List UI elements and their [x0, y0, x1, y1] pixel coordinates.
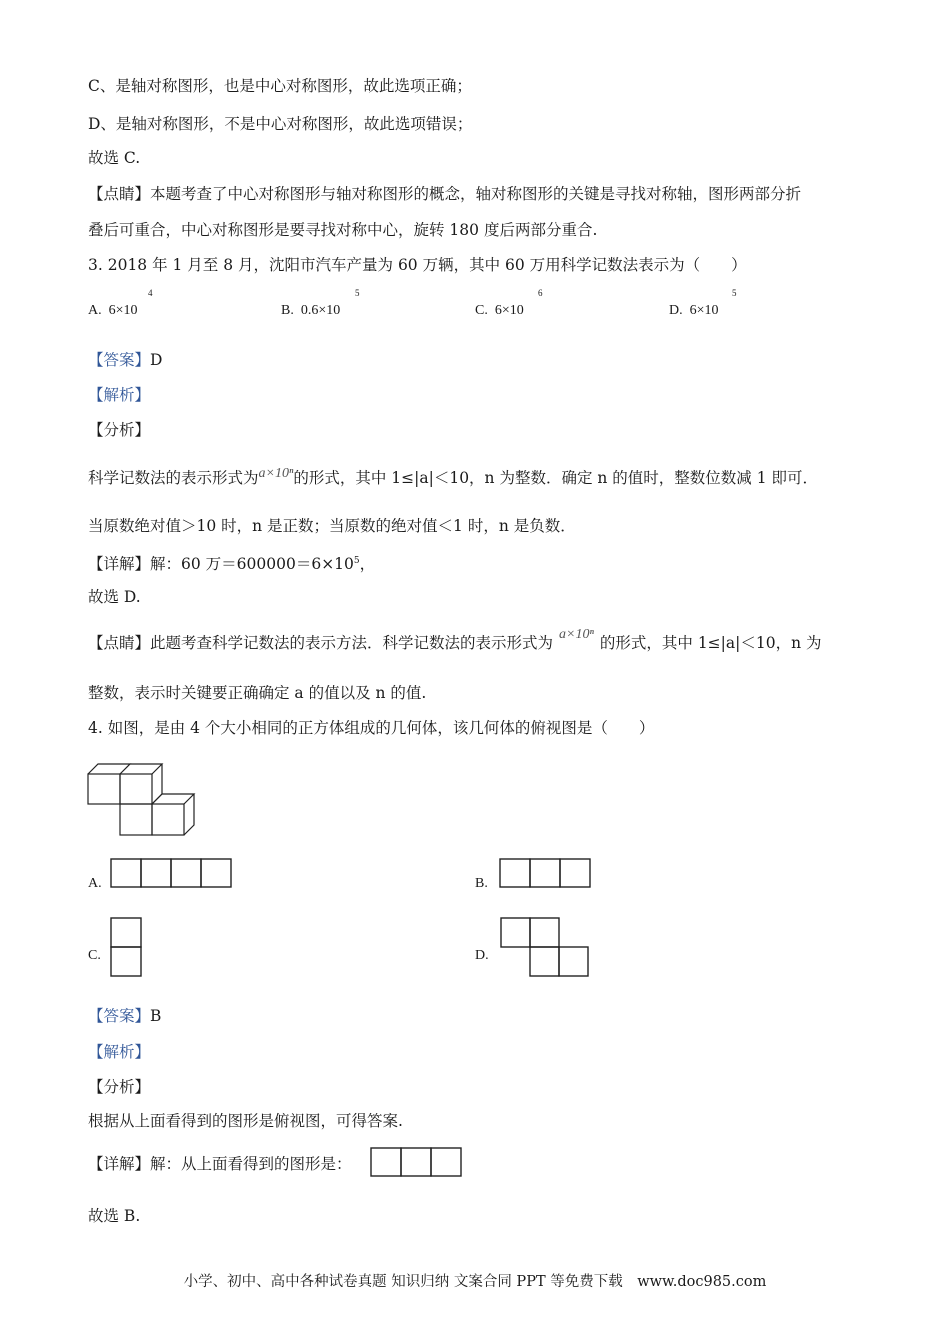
- option-value: 6×10: [689, 303, 719, 318]
- q4-option-b-label: B.: [475, 876, 488, 891]
- answer-line: [88, 1006, 161, 1026]
- q3-option-d: [669, 303, 719, 319]
- option-letter: A.: [88, 303, 102, 318]
- q3-option-b: [281, 303, 340, 319]
- analysis-tag: 【解析】: [88, 386, 151, 404]
- comment-text: 本题考查了中心对称图形与轴对称图形的概念，轴对称图形的关键是寻找对称轴，图形两部分折: [150, 185, 802, 203]
- cube-solid-figure: [86, 757, 206, 837]
- choice-statement: 故选 D.: [88, 588, 141, 606]
- answer-value: D: [150, 351, 163, 369]
- detail-top-view-figure: [370, 1147, 462, 1177]
- q3-option-d-exponent: 5: [732, 288, 737, 298]
- q4-option-a-figure: [110, 858, 232, 888]
- option-letter: B.: [281, 303, 294, 318]
- choice-statement: 故选 B.: [88, 1207, 141, 1225]
- answer-value: B: [150, 1007, 162, 1025]
- choice-statement: 故选 C.: [88, 149, 141, 167]
- detail-end: ，: [359, 555, 376, 574]
- q3-option-a: [88, 303, 138, 319]
- option-c-explanation: C、是轴对称图形，也是中心对称图形，故此选项正确；: [88, 77, 472, 95]
- fenxi-paragraph-2: 当原数绝对值＞10 时，n 是正数；当原数的绝对值＜1 时，n 是负数．: [88, 517, 576, 535]
- answer-tag: 【答案】: [88, 1007, 151, 1025]
- question-4-stem: 4. 如图，是由 4 个大小相同的正方体组成的几何体，该几何体的俯视图是（ ）: [88, 719, 655, 737]
- comment-paragraph: [88, 627, 822, 655]
- detail-text: 解：从上面看得到的图形是：: [150, 1155, 352, 1173]
- analysis-tag: 【解析】: [88, 1043, 151, 1061]
- comment-text-start: 此题考查科学记数法的表示方法．科学记数法的表示形式为: [150, 634, 554, 652]
- detail-tag: 【详解】: [88, 555, 151, 574]
- fenxi-text: 根据从上面看得到的图形是俯视图，可得答案.: [88, 1112, 403, 1130]
- q4-option-d-figure: [500, 917, 592, 977]
- fenxi-paragraph: [88, 468, 818, 490]
- q4-option-c-label: C.: [88, 948, 101, 963]
- detail-tag: 【详解】: [88, 1155, 151, 1173]
- q3-option-a-exponent: 4: [148, 288, 153, 298]
- q3-option-b-exponent: 5: [355, 288, 360, 298]
- option-value: 6×10: [108, 303, 138, 318]
- q3-option-c-exponent: 6: [538, 288, 543, 298]
- q4-option-d-label: D.: [475, 948, 489, 963]
- option-letter: C.: [475, 303, 488, 318]
- detail-line: [88, 551, 375, 574]
- fenxi-text-start: 科学记数法的表示形式为: [88, 469, 259, 487]
- detail-exponent: 5: [353, 556, 360, 566]
- option-value: 0.6×10: [300, 303, 341, 318]
- q3-option-c: [475, 303, 524, 319]
- detail-text: 解：60 万＝600000＝6×10: [150, 555, 354, 574]
- option-letter: D.: [669, 303, 683, 318]
- detail-line: [88, 1154, 352, 1174]
- comment-continued: 叠后可重合，中心对称图形是要寻找对称中心，旋转 180 度后两部分重合.: [88, 221, 598, 239]
- comment-text-end: 的形式，其中 1≤|a|＜10，n 为: [599, 634, 822, 652]
- fenxi-tag: 【分析】: [88, 421, 151, 439]
- comment-paragraph: [88, 184, 801, 204]
- fenxi-tag: 【分析】: [88, 1078, 151, 1096]
- fenxi-text-end: 的形式，其中 1≤|a|＜10，n 为整数．确定 n 的值时，整数位数减 1 即可．: [293, 469, 819, 487]
- page-footer: 小学、初中、高中各种试卷真题 知识归纳 文案合同 PPT 等免费下载 www.doc985.com: [183, 1274, 767, 1290]
- question-3-stem: 3. 2018 年 1 月至 8 月，沈阳市汽车产量为 60 万辆，其中 60 万用科学记数法表示为（ ）: [88, 256, 747, 274]
- comment-tag: 【点睛】: [88, 634, 151, 652]
- q4-option-a-label: A.: [88, 876, 102, 891]
- comment-tag: 【点睛】: [88, 185, 151, 203]
- q4-option-b-figure: [499, 858, 591, 888]
- answer-line: [88, 350, 162, 370]
- option-value: 6×10: [494, 303, 524, 318]
- answer-tag: 【答案】: [88, 351, 151, 369]
- formula: a×10ⁿ: [559, 627, 594, 642]
- q4-option-c-figure: [110, 917, 142, 977]
- option-d-explanation: D、是轴对称图形，不是中心对称图形，故此选项错误；: [88, 115, 473, 133]
- formula: a×10ⁿ: [258, 466, 294, 481]
- comment-continued: 整数，表示时关键要正确确定 a 的值以及 n 的值.: [88, 684, 427, 702]
